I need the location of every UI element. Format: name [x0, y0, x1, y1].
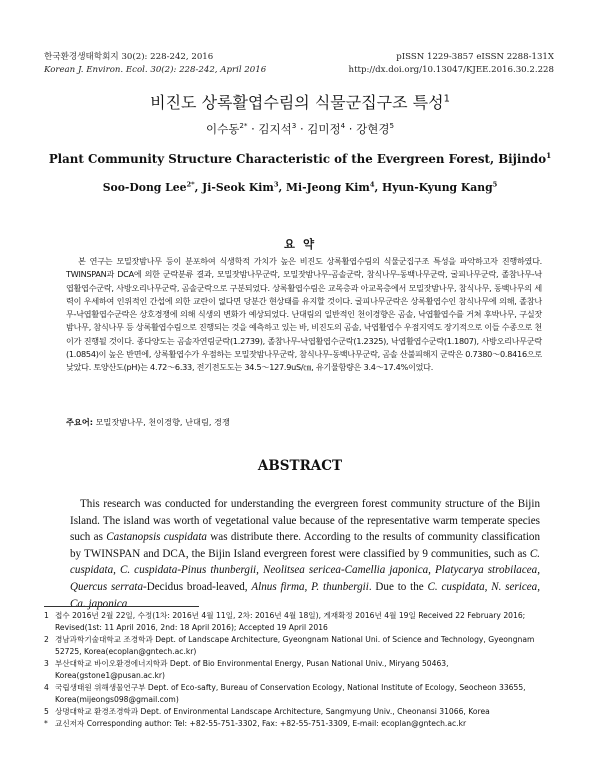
species-name: Castanopsis cuspidata [106, 531, 207, 544]
issn: pISSN 1229-3857 eISSN 2288-131X [396, 52, 554, 62]
footnote-item [44, 718, 560, 730]
author-affiliation-mark: 4 [340, 121, 346, 131]
footnote-mark: 5 [44, 707, 49, 716]
keywords [66, 417, 230, 428]
author-name: Ji-Seok Kim [202, 181, 274, 194]
doi-link[interactable]: http://dx.doi.org/10.13047/KJEE.2016.30.2.228 [348, 65, 554, 75]
footnote-item [44, 610, 560, 634]
abstract-text: . Due to the [368, 580, 428, 593]
author-affiliation-mark: 2* [239, 121, 248, 131]
author-name: 김미정 [307, 122, 341, 136]
author-affiliation-mark: 5 [492, 180, 498, 189]
species-name: C. cuspidata, C. cuspidata-Pinus thunbergii, Neolitsea sericea-Camellia japonica, Platycarya strobilacea, Quercus serrata [70, 547, 540, 593]
keywords-list: 모밀잣밤나무, 천이경향, 난대림, 경쟁 [95, 417, 230, 427]
authors-korean: 이수동$^{2*}$ · 김지석$^3$ · 김미정$^4$ · 강현경$^5$ [206, 121, 394, 136]
journal-header [44, 51, 266, 77]
footnote-text: 경남과학기술대학교 조경학과 Dept. of Landscape Architecture, Gyeongnam National Uni. of Science and Technology, Gyeongnam 52725, Korea(ecoplan@gntech.ac.kr) [55, 635, 535, 656]
footnote-text: 교신저자 Corresponding author: Tel: +82-55-751-3302, Fax: +82-55-751-3309, E-mail: ecoplan@gntech.ac.kr [55, 719, 467, 728]
author-name: Mi-Jeong Kim [286, 181, 370, 194]
footnotes [44, 610, 560, 730]
english-abstract [70, 496, 540, 612]
abstract-text: was distribute there. According to the results of community classification by TWINSPAN and DCA, the Bijin Island evergreen forest were classified by 9 communities, such as [70, 531, 540, 560]
title-korean: 비진도 상록활엽수림의 식물군집구조 특성$^1$ [150, 93, 450, 112]
footnote-mark: 4 [44, 683, 49, 692]
abstract-heading: ABSTRACT [257, 458, 343, 474]
footnote-text: 부산대학교 바이오환경에너지학과 Dept. of Bio Environmental Energy, Pusan National Univ., Miryang 50463, Korea(gstone1@pusan.ac.kr) [55, 659, 449, 680]
footnote-text: 국립생태원 위해생물연구부 Dept. of Eco-safty, Bureau of Conservation Ecology, National Institute of Ecology, Seocheon 33655, Korea(mijeongs098@gmail.com) [55, 683, 526, 704]
footnote-item [44, 682, 560, 706]
author-name: 이수동 [206, 122, 240, 136]
author-affiliation-mark: 4 [369, 180, 375, 189]
title-english: Plant Community Structure Characteristic of the Evergreen Forest, Bijindo$^1$ [48, 151, 552, 166]
journal-name-en: Korean J. Environ. Ecol. 30(2): 228-242, April 2016 [44, 65, 267, 75]
footnote-mark: 1 [44, 611, 49, 620]
footnote-text: 상명대학교 환경조경학과 Dept. of Environmental Landscape Architecture, Sangmyung Univ., Cheonansi 31066, Korea [55, 707, 490, 716]
author-affiliation-mark: 3 [291, 121, 297, 131]
footnote-mark: 3 [44, 659, 49, 668]
author-name: 강현경 [356, 122, 390, 136]
footnote-item [44, 634, 560, 658]
author-affiliation-mark: 3 [273, 180, 279, 189]
author-affiliation-mark: 5 [389, 121, 394, 131]
author-name: 김지석 [258, 122, 292, 136]
abstract-text: -Decidus broad-leaved, [143, 580, 252, 593]
authors-english: Soo-Dong Lee$^{2*}$, Ji-Seok Kim$^3$, Mi-Jeong Kim$^4$, Hyun-Kyung Kang$^5$ [102, 180, 498, 194]
korean-abstract-heading: 요 약 [283, 237, 317, 251]
author-name: Soo-Dong Lee [102, 181, 187, 194]
footnote-text: 접수 2016년 2월 22일, 수정(1차: 2016년 4월 11일, 2차: 2016년 4월 18일), 게재확정 2016년 4월 19일 Received 22 February 2016; Revised(1st: 11 April 2016, 2nd: 18 April 2016); Accepted 19 April 2016 [55, 611, 526, 632]
species-name: Alnus firma, P. thunbergii [251, 580, 369, 593]
issn-doi-block [349, 51, 554, 77]
footnote-item [44, 706, 560, 718]
footnote-mark: * [44, 719, 48, 728]
author-affiliation-mark: 2* [186, 180, 195, 189]
footnote-mark: 2 [44, 635, 49, 644]
author-name: Hyun-Kyung Kang [382, 181, 493, 194]
korean-abstract: 본 연구는 모밀잣밤나무 등이 분포하여 식생학적 가치가 높은 비진도 상록활엽수림의 식물군집구조 특성을 파악하고자 진행하였다. TWINSPAN과 DCA에 의한 군락분류 결과, 모밀잣밤나무군락, 모밀잣밤나무-곰솔군락, 참식나무-동백나무군락, 굴피나무군락, 졸참나무-낙엽활엽수군락, 사방오리나무군락, 곰솔군락으로 구분되었다. 상록활엽수림은 교목층과 아교목층에서 모밀잣밤나무, 참식나무, 동백나무의 세력이 우세하여 인위적인 간섭에 의한 교란이 없다면 당분간 현상태를 유지할 것이다. 굴피나무군락은 상록활엽수인 참식나무에 의해, 졸참나무-낙엽활엽수군락은 상호경쟁에 의해 식생의 변화가 예상되었다. 난대림의 일반적인 천이경향은 곰솔, 낙엽활엽수를 거쳐 후박나무, 구실잣밤나무, 참식나무 등 상록활엽수림으로 진행되는 것을 예측하고 있는 바, 비진도의 곰솔, 낙엽활엽수 우점지역도 장기적으로 이들 수종으로 천이가 진행될 것이다. 종다양도는 곰솔자연림군락(1.2739), 졸참나무-낙엽활엽수군락(1.2325), 낙엽활엽수군락(1.1807), 사방오리나무군락(1.0854)이 높은 반면에, 상록활엽수가 우점하는 모밀잣밤나무군락, 참식나무-동백나무군락, 곰솔 산불피해지 군락은 0.7380～0.8416으로 낮았다. 토양산도(pH)는 4.72～6.33, 전기전도도는 34.5～127.9uS/㎝, 유기물함량은 3.4～17.4%이었다. [66, 256, 542, 373]
keywords-label: 주요어: [66, 417, 94, 427]
abstract-text: This research was conducted for understanding the evergreen forest community structure of the Bijin Island. The island was worth of vegetational value because of the representative warm temperate species such as [70, 498, 540, 544]
footnote-divider [44, 606, 199, 607]
footnote-item [44, 658, 560, 682]
journal-name-ko: 한국환경생태학회지 30(2): 228-242, 2016 [44, 52, 214, 62]
species-name: C. cuspidata, N. sericea, Ca. japonica [70, 580, 540, 610]
